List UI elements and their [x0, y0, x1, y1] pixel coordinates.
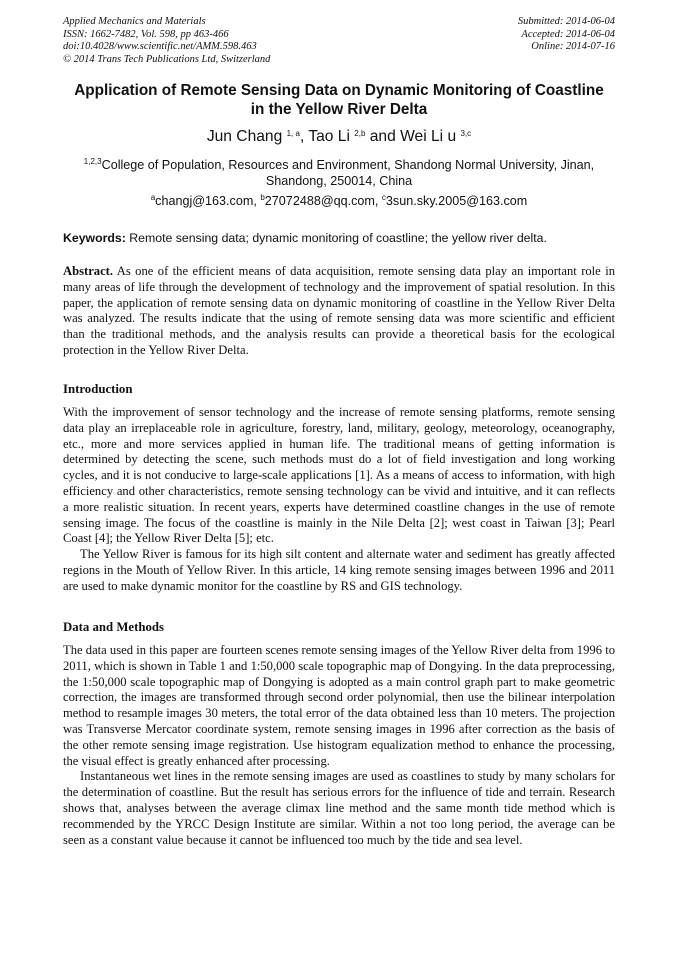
email-b[interactable]: 27072488@qq.com,	[264, 194, 382, 208]
abstract-text: As one of the efficient means of data acquisition, remote sensing data play an important role in many areas of life through the development of technology and the improvement of spatial resolution. In this paper, the application of remote sensing data on dynamic monitoring of coastline in the Yellow River Delta was analyzed. The results indicate that the using of remote sensing data was more scientific and efficient than the traditional methods, and the analysis results can provide a theoretical basis for the ecological protection in the Yellow River Delta.	[63, 264, 615, 357]
copyright-line: © 2014 Trans Tech Publications Ltd, Switzerland	[63, 53, 271, 65]
affiliation-mark: 1,2,3	[83, 157, 102, 166]
email-c[interactable]: 3sun.sky.2005@163.com	[385, 194, 528, 208]
methods-body	[63, 643, 615, 848]
affiliation	[70, 157, 608, 189]
section-heading-introduction: Introduction	[63, 382, 133, 396]
introduction-body	[63, 405, 615, 595]
methods-paragraph-1: The data used in this paper are fourteen scenes remote sensing images of the Yellow River delta from 1996 to 2011, which is shown in Table 1 and 1:50,000 scale topographic map of Dongying. In the data preprocessing, the 1:50,000 scale topographic map of Dongying is adopted as a main control graph part to make geometric correction, the images are transformed through second order polynomial, then use the bilinear interpolation method to resample images 30 meters, the total error of the data obtained less than 10 meters. The projection was Transverse Mercator coordinate system, remote sensing images in 1996 after correction as the basis of the other remote sensing image registration. Use histogram equalization method to enhance the processing, the visual effect is greatly enhanced after processing.	[63, 643, 615, 768]
doi-line[interactable]: doi:10.4028/www.scientific.net/AMM.598.463	[63, 41, 257, 53]
keywords-text: Remote sensing data; dynamic monitoring of coastline; the yellow river delta.	[125, 231, 547, 245]
author-2-mark: 2,b	[354, 129, 366, 138]
email-a[interactable]: changj@163.com,	[155, 194, 261, 208]
abstract	[63, 264, 615, 359]
issn-line: ISSN: 1662-7482, Vol. 598, pp 463-466	[63, 28, 229, 40]
email-c-mark: c	[381, 193, 386, 202]
accepted-date: Accepted: 2014-06-04	[521, 28, 615, 40]
title-line-1: Application of Remote Sensing Data on Dynamic Monitoring of Coastline	[74, 82, 604, 99]
journal-name: Applied Mechanics and Materials	[63, 16, 206, 27]
author-3: and Wei Li u	[365, 128, 457, 145]
methods-paragraph-2: Instantaneous wet lines in the remote sensing images are used as coastlines to study by many scholars for the determination of coastline. But the result has serious errors for the influence of tide and terrain. Research shows that, analyses between the average climax line method and the same month tide method which is recommended by the YRCC Design Institute are similar. Within a not too long period, the average can be seen as a constant value because it cannot be influenced too much by the tide and sea level.	[63, 769, 615, 847]
affiliation-text: College of Population, Resources and Environment, Shandong Normal University, Jinan, Shandong, 250014, China	[101, 158, 595, 188]
dates-info	[518, 16, 615, 54]
journal-info	[63, 16, 270, 66]
title-line-2: in the Yellow River Delta	[250, 101, 428, 118]
submitted-date: Submitted: 2014-06-04	[517, 16, 615, 27]
email-a-mark: a	[150, 193, 156, 202]
paper-title	[40, 81, 638, 119]
abstract-label: Abstract.	[63, 264, 114, 278]
author-3-mark: 3,c	[460, 129, 472, 138]
online-date: Online: 2014-07-16	[531, 41, 615, 53]
author-1: Jun Chang	[206, 128, 283, 145]
section-heading-methods: Data and Methods	[63, 620, 164, 634]
introduction-paragraph-1: With the improvement of sensor technology and the increase of remote sensing platforms, remote sensing data play an irreplaceable role in agriculture, forestry, land, military, geology, meteorology, oceanography, etc., more and more services applied in human life. The traditional means of getting information is determined by detecting the scene, such methods must do a lot of field investigation and long working cycles, and it is not conducive to large-scale applications [1]. As a means of access to information, with high efficiency and other characteristics, remote sensing technology can be vivid and intuitive, and it can reflects a more realistic situation. In recent years, experts have determined coastline changes in the use of remote sensing image. The focus of the coastline is mainly in the Nile Delta [2]; west coast in Taiwan [3]; Pearl Coast [4]; the Yellow River Delta [5]; etc.	[63, 405, 615, 546]
email-list	[40, 193, 638, 209]
keywords-label: Keywords:	[63, 231, 126, 245]
keywords	[63, 230, 615, 246]
author-2: , Tao Li	[299, 128, 350, 145]
introduction-paragraph-2: The Yellow River is famous for its high silt content and alternate water and sediment has greatly affected regions in the Mouth of Yellow River. In this article, 14 king remote sensing images between 1996 and 2011 are used to make dynamic monitor for the coastline by RS and GIS technology.	[63, 547, 615, 593]
author-1-mark: 1, a	[286, 129, 300, 138]
email-b-mark: b	[260, 193, 265, 202]
author-list	[40, 128, 638, 146]
